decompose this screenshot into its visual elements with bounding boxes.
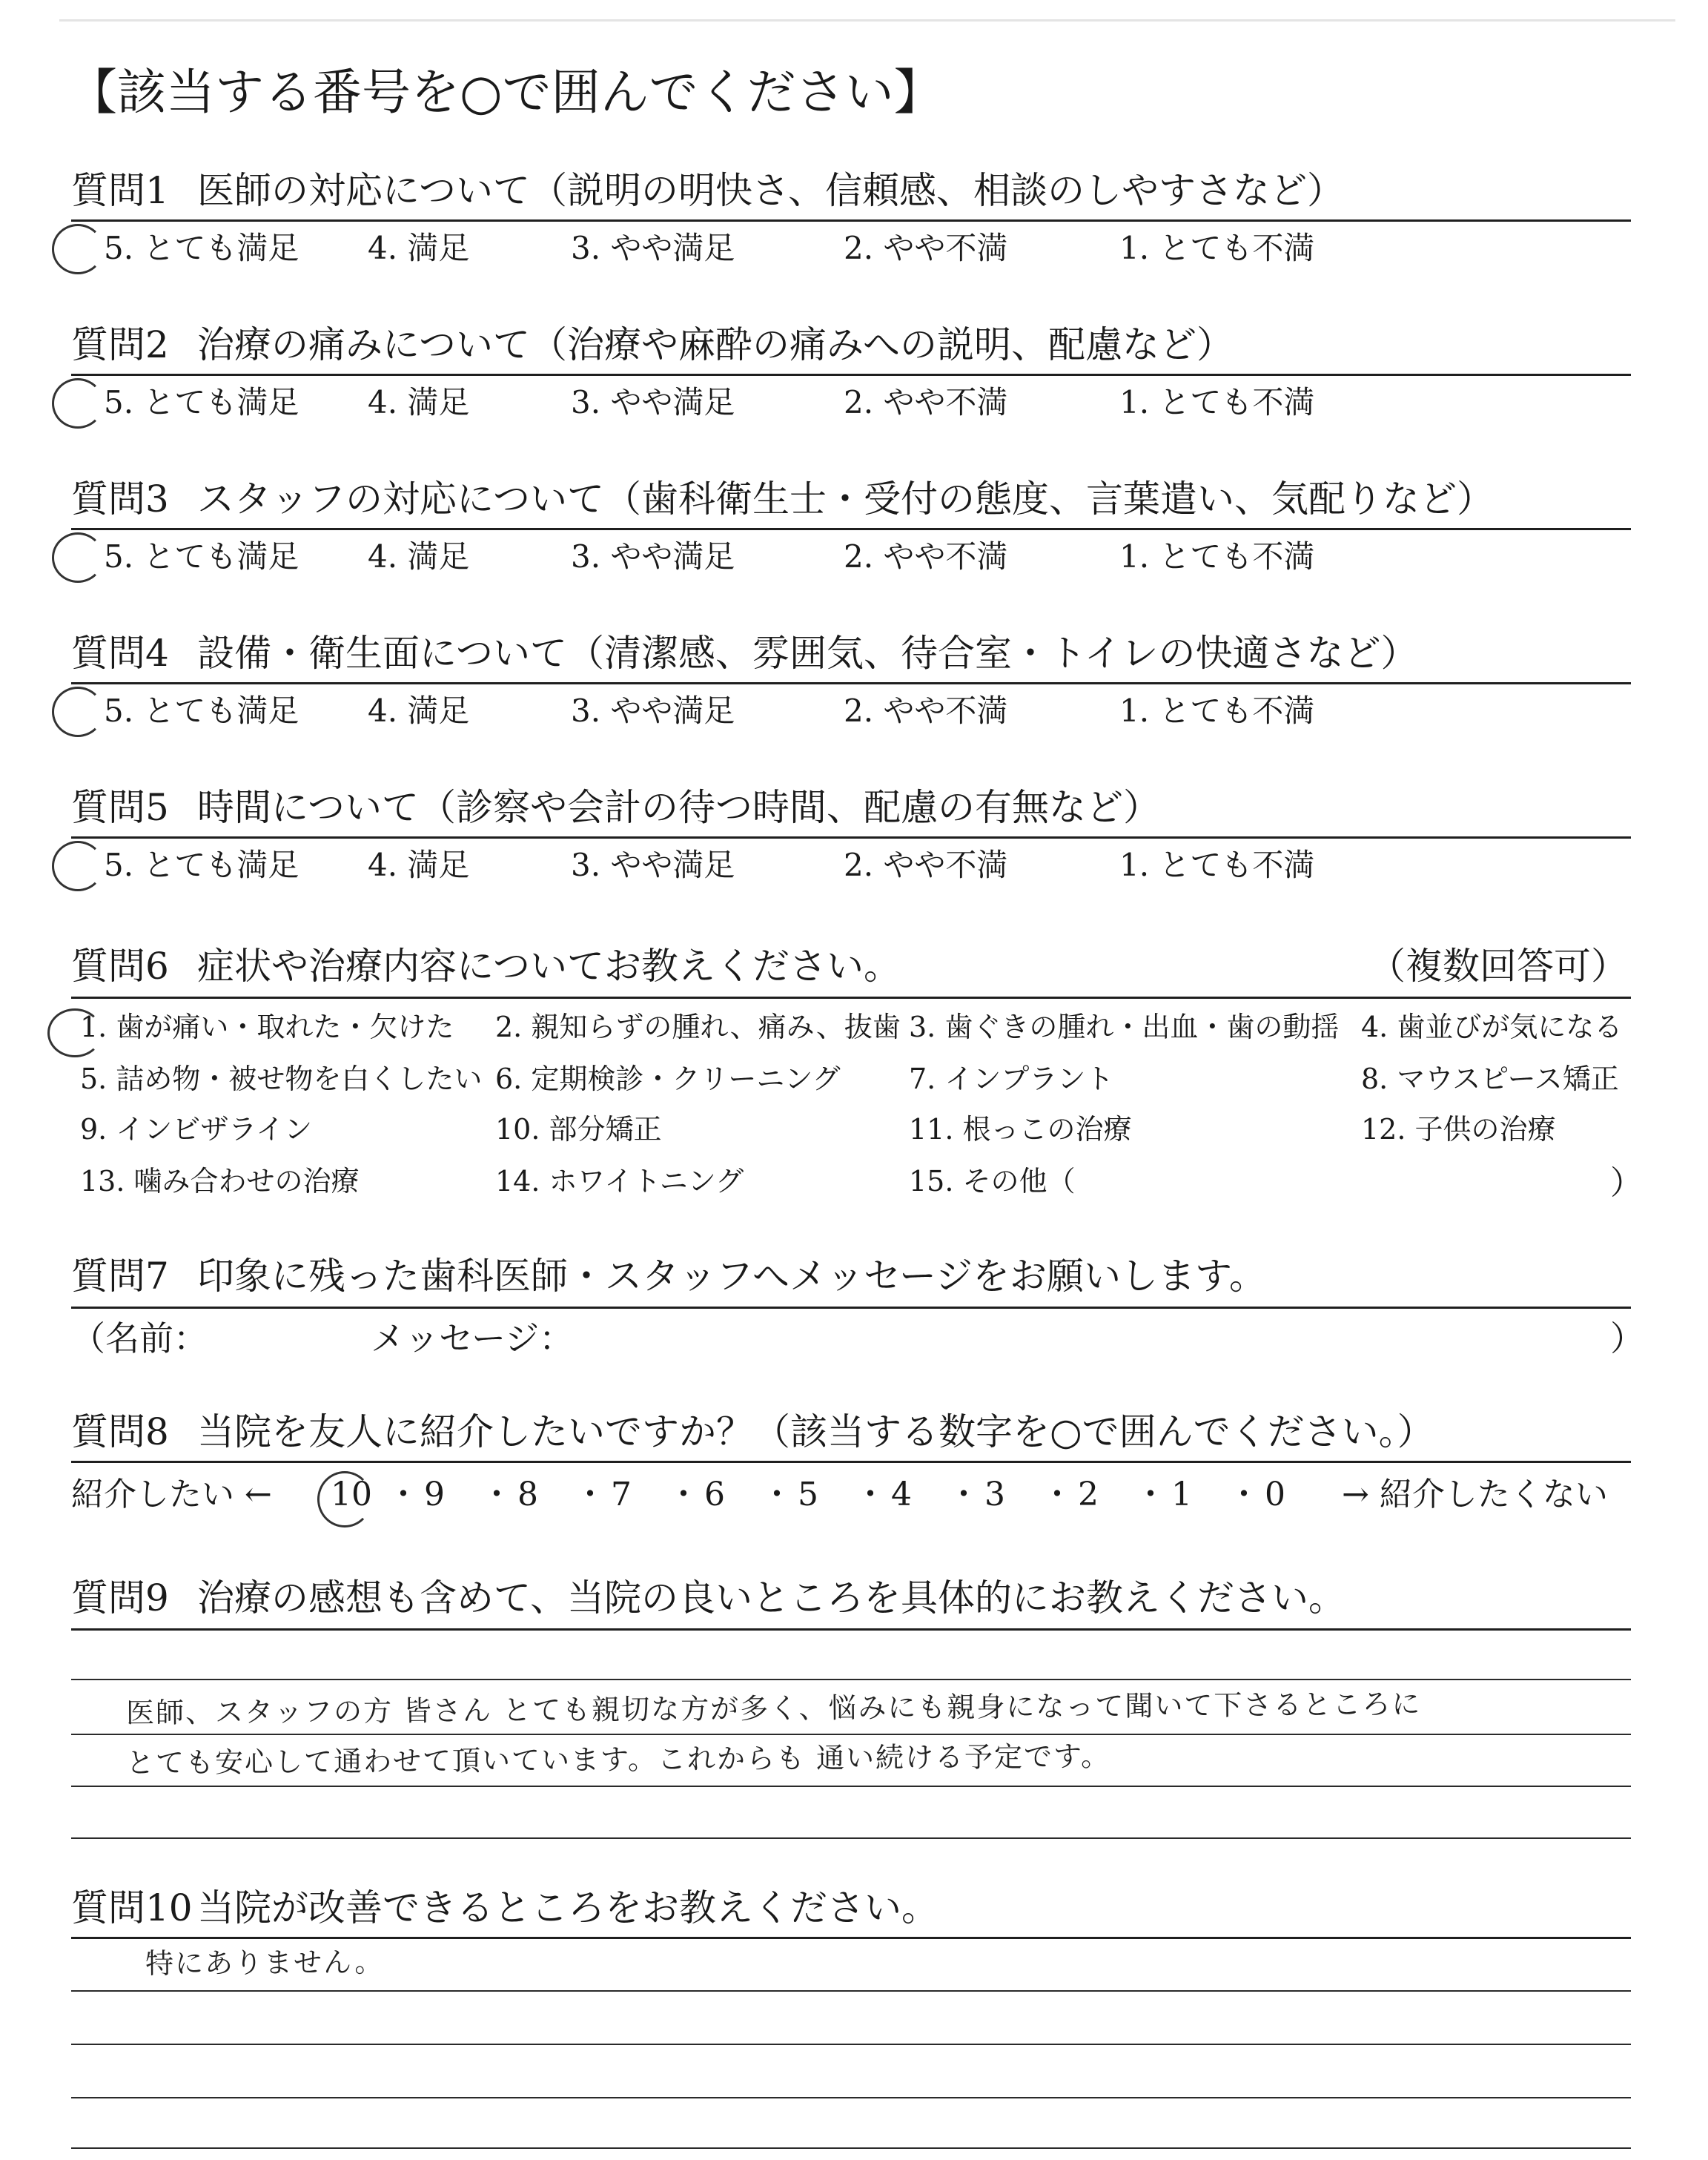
q10-answer: 特にありません。 xyxy=(145,1945,385,1981)
q9-line-3 xyxy=(71,1786,1631,1787)
q6-note: （複数回答可） xyxy=(1368,945,1628,988)
q3-text: スタッフの対応について（歯科衛生士・受付の態度、言葉遣い、気配りなど） xyxy=(197,478,1494,521)
q3-title xyxy=(71,478,1494,521)
q8-scale-8: 8 xyxy=(517,1476,538,1513)
q10-line-2 xyxy=(71,2044,1631,2045)
q8-scale-separator: ・ xyxy=(1041,1476,1073,1513)
q4-option-3: 3. やや満足 xyxy=(571,693,735,729)
q1-option-4: 4. 満足 xyxy=(368,230,470,266)
q1-title xyxy=(71,169,1344,212)
q6-option-1: 1. 歯が痛い・取れた・欠けた xyxy=(80,1011,454,1043)
q7-number: 質問7 xyxy=(71,1255,169,1298)
q2-title xyxy=(71,323,1234,366)
q3-option-2: 2. やや不満 xyxy=(844,538,1008,575)
q8-scale-0: 0 xyxy=(1265,1476,1285,1513)
q10-line-3 xyxy=(71,2097,1631,2098)
q6-option-7: 7. インプラント xyxy=(909,1063,1114,1095)
q5-option-2: 2. やや不満 xyxy=(844,847,1008,883)
q8-scale-3: 3 xyxy=(984,1476,1005,1513)
q8-scale-separator: ・ xyxy=(480,1476,513,1513)
q2-option-3: 3. やや満足 xyxy=(571,384,735,420)
q5-option-3: 3. やや満足 xyxy=(571,847,735,883)
form-header: 【該当する番号を○で囲んでください】 xyxy=(68,64,943,121)
q10-rule xyxy=(71,1937,1631,1939)
q9-line-1 xyxy=(71,1679,1631,1680)
q7-message-label: メッセージ： xyxy=(371,1318,574,1358)
q4-number: 質問4 xyxy=(71,632,169,675)
q8-scale-1: 1 xyxy=(1171,1476,1192,1513)
q6-option-9: 9. インビザライン xyxy=(80,1113,313,1146)
q3-option-4: 4. 満足 xyxy=(368,538,470,575)
q6-option-11: 11. 根っこの治療 xyxy=(909,1113,1132,1146)
q5-title xyxy=(71,786,1160,829)
q3-option-1: 1. とても不満 xyxy=(1119,538,1315,575)
q7-title xyxy=(71,1255,1266,1298)
q8-scale-separator: ・ xyxy=(667,1476,700,1513)
q5-option-1: 1. とても不満 xyxy=(1119,847,1315,883)
q6-number: 質問6 xyxy=(71,945,169,988)
q6-option-15: 15. その他（ xyxy=(909,1165,1076,1198)
q8-scale-5: 5 xyxy=(798,1476,818,1513)
q3-option-5: 5. とても満足 xyxy=(104,538,299,575)
q7-rule xyxy=(71,1307,1631,1309)
q4-rule xyxy=(71,682,1631,684)
q8-scale-9: 9 xyxy=(424,1476,445,1513)
q1-text: 医師の対応について（説明の明快さ、信頼感、相談のしやすさなど） xyxy=(197,169,1344,212)
q9-line-2 xyxy=(71,1734,1631,1735)
q9-rule xyxy=(71,1628,1631,1631)
q7-text: 印象に残った歯科医師・スタッフへメッセージをお願いします。 xyxy=(197,1255,1266,1298)
q6-option-4: 4. 歯並びが気になる xyxy=(1361,1011,1623,1043)
q1-option-5: 5. とても満足 xyxy=(104,230,299,266)
q8-text: 当院を友人に紹介したいですか？（該当する数字を○で囲んでください。） xyxy=(197,1410,1434,1453)
q9-answer-line-1: 医師、スタッフの方 皆さん とても親切な方が多く、悩みにも親身になって聞いて下さるところに xyxy=(125,1687,1422,1730)
q1-number: 質問1 xyxy=(71,169,169,212)
q5-rule xyxy=(71,836,1631,839)
q2-option-5: 5. とても満足 xyxy=(104,384,299,420)
q8-number: 質問8 xyxy=(71,1410,169,1453)
q9-line-4 xyxy=(71,1837,1631,1839)
q2-number: 質問2 xyxy=(71,323,169,366)
q6-rule xyxy=(71,997,1631,999)
q5-selection-circle xyxy=(52,841,104,891)
q8-scale-separator: ・ xyxy=(1134,1476,1167,1513)
q4-option-1: 1. とても不満 xyxy=(1119,693,1315,729)
q8-rule xyxy=(71,1461,1631,1463)
q10-text: 当院が改善できるところをお教えください。 xyxy=(197,1886,939,1929)
q4-title xyxy=(71,632,1418,675)
q5-text: 時間について（診察や会計の待つ時間、配慮の有無など） xyxy=(197,786,1160,829)
q8-scale-4: 4 xyxy=(891,1476,912,1513)
q2-rule xyxy=(71,374,1631,376)
q3-selection-circle xyxy=(52,532,104,583)
q8-title xyxy=(71,1410,1434,1453)
q9-title xyxy=(71,1576,1345,1619)
q2-option-2: 2. やや不満 xyxy=(844,384,1008,420)
q3-option-3: 3. やや満足 xyxy=(571,538,735,575)
q4-option-2: 2. やや不満 xyxy=(844,693,1008,729)
q6-option-12: 12. 子供の治療 xyxy=(1361,1113,1556,1146)
q8-scale-10: 10 xyxy=(331,1476,372,1513)
q2-option-1: 1. とても不満 xyxy=(1119,384,1315,420)
q4-selection-circle xyxy=(52,687,104,737)
q6-other-close: ） xyxy=(1610,1164,1643,1202)
q8-scale-separator: ・ xyxy=(1228,1476,1260,1513)
q9-answer-line-2: とても安心して通わせて頂いています。これからも 通い続ける予定です。 xyxy=(125,1740,1111,1780)
q6-text: 症状や治療内容についてお教えください。 xyxy=(197,945,901,988)
q8-scale-separator: ・ xyxy=(761,1476,793,1513)
q3-rule xyxy=(71,528,1631,530)
q1-selection-circle xyxy=(52,224,104,274)
q1-option-3: 3. やや満足 xyxy=(571,230,735,266)
q7-name-label: （名前： xyxy=(71,1318,208,1358)
q4-text: 設備・衛生面について（清潔感、雰囲気、待合室・トイレの快適さなど） xyxy=(197,632,1418,675)
q4-option-5: 5. とても満足 xyxy=(104,693,299,729)
q6-option-6: 6. 定期検診・クリーニング xyxy=(495,1063,841,1095)
q8-scale-separator: ・ xyxy=(854,1476,887,1513)
q6-option-14: 14. ホワイトニング xyxy=(495,1165,744,1198)
q6-option-13: 13. 噛み合わせの治療 xyxy=(80,1165,360,1198)
q1-option-2: 2. やや不満 xyxy=(844,230,1008,266)
q2-text: 治療の痛みについて（治療や麻酔の痛みへの説明、配慮など） xyxy=(197,323,1234,366)
q8-scale-7: 7 xyxy=(611,1476,632,1513)
top-edge xyxy=(59,19,1675,22)
q6-option-10: 10. 部分矯正 xyxy=(495,1113,662,1146)
q8-scale-separator: ・ xyxy=(574,1476,606,1513)
q1-option-1: 1. とても不満 xyxy=(1119,230,1315,266)
q6-title xyxy=(71,945,901,988)
q3-number: 質問3 xyxy=(71,478,169,521)
q5-option-4: 4. 満足 xyxy=(368,847,470,883)
q10-line-4 xyxy=(71,2147,1631,2149)
q1-rule xyxy=(71,219,1631,222)
q6-option-2: 2. 親知らずの腫れ、痛み、抜歯 xyxy=(495,1011,901,1043)
q8-scale-2: 2 xyxy=(1078,1476,1099,1513)
q2-selection-circle xyxy=(52,378,104,429)
q5-number: 質問5 xyxy=(71,786,169,829)
q8-scale-6: 6 xyxy=(704,1476,725,1513)
q6-option-3: 3. 歯ぐきの腫れ・出血・歯の動揺 xyxy=(909,1011,1340,1043)
q6-option-5: 5. 詰め物・被せ物を白くしたい xyxy=(80,1063,483,1095)
q8-scale-separator: ・ xyxy=(387,1476,420,1513)
q5-option-5: 5. とても満足 xyxy=(104,847,299,883)
q10-number: 質問10 xyxy=(71,1886,193,1929)
q9-text: 治療の感想も含めて、当院の良いところを具体的にお教えください。 xyxy=(197,1576,1345,1619)
q8-scale-separator: ・ xyxy=(947,1476,980,1513)
q6-option-8: 8. マウスピース矯正 xyxy=(1361,1063,1619,1095)
q8-left-label: 紹介したい ← xyxy=(71,1476,272,1513)
q2-option-4: 4. 満足 xyxy=(368,384,470,420)
q9-number: 質問9 xyxy=(71,1576,169,1619)
q10-line-1 xyxy=(71,1990,1631,1992)
q7-close: ） xyxy=(1610,1318,1644,1358)
q4-option-4: 4. 満足 xyxy=(368,693,470,729)
q8-right-label: → 紹介したくない xyxy=(1342,1476,1608,1513)
q10-title xyxy=(71,1886,939,1929)
